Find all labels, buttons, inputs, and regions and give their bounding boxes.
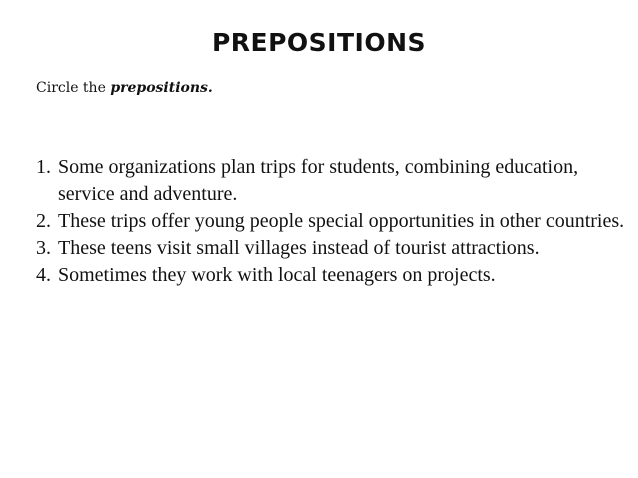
list-item-number: 2. [36,210,51,232]
sentence-list [36,154,626,289]
instruction-emphasis: prepositions. [110,80,213,96]
list-item [36,262,626,289]
list-item-text: These trips offer young people special opportunities in other countries. [58,210,625,232]
list-item-text: Some organizations plan trips for students, combining education, service and adventure. [58,156,579,205]
list-item [36,154,626,208]
list-item-text: These teens visit small villages instead of tourist attractions. [58,237,540,259]
instruction-prefix: Circle the [36,80,111,96]
list-item-number: 3. [36,237,51,259]
list-item-text: Sometimes they work with local teenagers on projects. [58,264,496,286]
list-item [36,208,626,235]
instruction-text [36,80,213,96]
slide-title: PREPOSITIONS [211,28,427,57]
list-item [36,235,626,262]
list-item-number: 1. [36,156,51,178]
list-item-number: 4. [36,264,51,286]
